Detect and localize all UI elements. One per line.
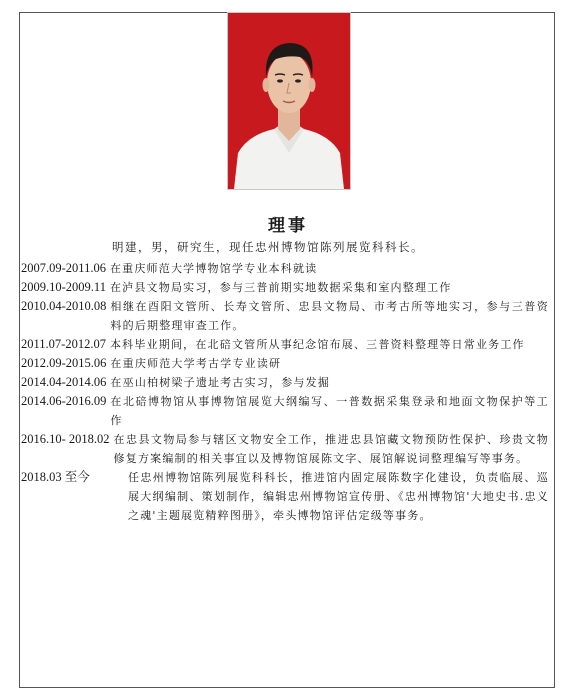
career-timeline [21,259,555,525]
entry-date: 2016.10- 2018.02 [21,432,110,446]
entry-description: 在北碚博物馆从事博物馆展览大纲编写、一普数据采集登录和地面文物保护等工作 [110,395,549,427]
portrait-illustration [228,13,350,189]
timeline-entry [21,354,555,373]
timeline-entry [21,297,555,335]
entry-date: 2010.04-2010.08 [21,299,107,313]
timeline-entry [21,373,555,392]
entry-date: 2014.04-2014.06 [21,375,107,389]
timeline-entry [21,468,555,525]
entry-description: 相继在酉阳文管所、长寿文管所、忠县文物局、市考古所等地实习，参与三普资料的后期整理审查工作。 [110,300,549,332]
timeline-entry [21,392,555,430]
entry-description: 在巫山柏树梁子遗址考古实习，参与发掘 [110,376,331,389]
timeline-entry [21,278,555,297]
entry-date: 2012.09-2015.06 [21,356,107,370]
entry-date: 2011.07-2012.07 [21,337,106,351]
entry-date: 2007.09-2011.06 [21,261,106,275]
timeline-entry [21,259,555,278]
intro-text: 明建，男，研究生，现任忠州博物馆陈列展览科科长。 [112,240,424,254]
portrait-photo [227,12,351,190]
entry-description: 在重庆师范大学考古学专业读研 [110,357,282,370]
entry-description: 任忠州博物馆陈列展览科科长，推进馆内固定展陈数字化建设，负责临展、巡展大纲编制、策划制作，编辑忠州博物馆宣传册、《忠州博物馆'大地史书.忠义之魂'主题展览精粹图册》，牵头博物馆评估定级等事务。 [128,471,549,522]
entry-date: 2009.10-2009.11 [21,280,106,294]
timeline-entry [21,335,555,354]
page-title: 理事 [268,216,308,236]
entry-description: 在忠县文物局参与辖区文物安全工作，推进忠县馆藏文物预防性保护、珍贵文物修复方案编制的相关事宜以及博物馆展陈文字、展馆解说词整理编写等事务。 [113,433,549,465]
entry-description: 在泸县文物局实习，参与三普前期实地数据采集和室内整理工作 [109,281,452,294]
entry-date: 2018.03 至今 [21,470,90,484]
entry-description: 在重庆师范大学博物馆学专业本科就读 [109,262,318,275]
entry-date: 2014.06-2016.09 [21,394,107,408]
entry-description: 本科毕业期间，在北碚文管所从事纪念馆布展、三普资料整理等日常业务工作 [109,338,525,351]
timeline-entry [21,430,555,468]
